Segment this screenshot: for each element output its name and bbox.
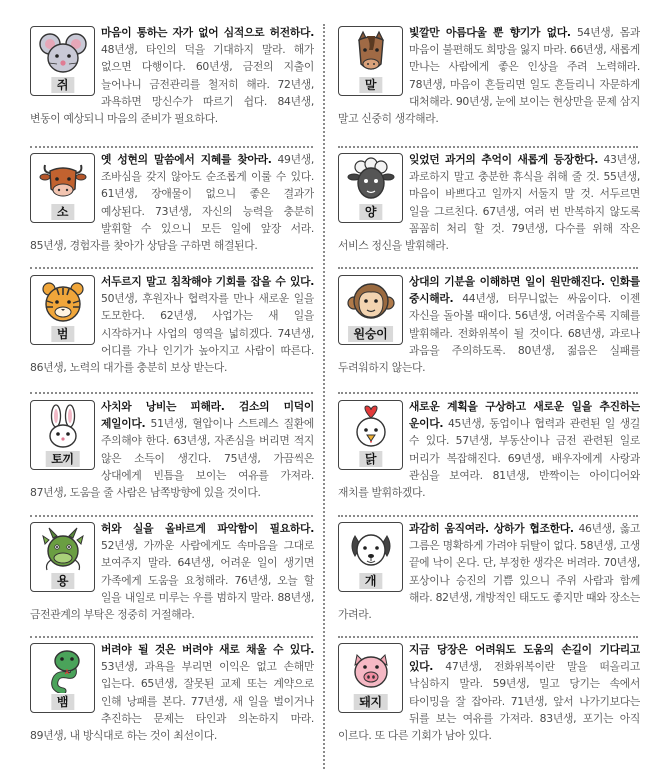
fortune-body: 48년생, 타인의 덕을 기대하지 말라. 해가 없으면 다행이다. 60년생, 금전의 지출이 늘어나니 금전관리를 철저히 해라. 72년생, 과욕하면 망신수가 따르기 쉽다. 84년생, 변동이 예상되니 마음의 준비가 필요하다. [30,43,314,126]
dog-icon [345,526,397,572]
fortune-entry-horse [338,24,640,140]
fortune-headline: 버려야 될 것은 버려야 새로 채울 수 있다. [101,643,314,656]
fortune-entry-snake [30,641,314,761]
horse-icon [345,30,397,76]
sheep-icon [345,157,397,203]
zodiac-snake-card [30,643,95,713]
zodiac-label: 양 [359,204,382,220]
zodiac-dog-card [338,522,403,592]
fortune-entry-rooster [338,398,640,510]
fortune-body: 50년생, 후원자나 협력자를 만나 새로운 일을 도모한다. 62년생, 사업가는 새 일을 시작하거나 사업의 영역을 넓히겠다. 74년생, 어디를 가나 인기가 높아지고 사람이 따른다. 86년생, 노력의 대가를 충분히 보상 받는다. [30,292,314,375]
monkey-icon [345,279,397,325]
zodiac-rat-card [30,26,95,96]
fortune-entry-monkey [338,273,640,387]
fortune-entry-dog [338,520,640,632]
row-divider [338,392,638,394]
row-divider [30,392,313,394]
fortune-body: 45년생, 동업이나 협력과 관련된 일 생길 수 있다. 57년생, 부동산이나 금전 관련된 일로 머리가 복잡해진다. 69년생, 배우자에게 사랑과 관심을 보여라. 81년생, 반짝이는 아이디어와 재치를 발휘하겠다. [338,417,640,500]
zodiac-rooster-card [338,400,403,470]
fortune-headline: 허와 실을 올바르게 파악함이 필요하다. [101,522,314,535]
dragon-icon [37,526,89,572]
pig-icon [345,647,397,693]
fortune-body: 53년생, 과욕을 부리면 이익은 없고 손해만 입는다. 65년생, 잘못된 교제 또는 계약으로 인해 낭패를 본다. 77년생, 새 일을 벌이거나 추진하는 문제는 타인과 의논하지 마라. 89년생, 내 방식대로 하는 것이 최선이다. [30,660,314,743]
zodiac-horse-card [338,26,403,96]
row-divider [338,636,638,638]
fortune-entry-pig [338,641,640,761]
zodiac-label: 쥐 [51,77,74,93]
fortune-body: 49년생, 조바심을 갖지 않아도 순조롭게 이룰 수 있다. 61년생, 장애물이 없으니 좋은 결과가 예상된다. 73년생, 자신의 능력을 충분히 발휘할 수 있으니 모든 일에 앞장 서라. 85년생, 경험자를 찾아가 상담을 구하면 해결된다. [30,153,314,253]
fortune-headline: 지금 당장은 어려워도 도움의 손길이 기다리고 있다. [409,643,640,674]
zodiac-monkey-card [338,275,403,345]
zodiac-label: 토끼 [45,451,80,467]
rabbit-icon [37,404,89,450]
fortune-entry-rabbit [30,398,314,510]
row-divider [338,515,638,517]
tiger-icon [37,279,89,325]
zodiac-label: 닭 [359,451,382,467]
row-divider [338,146,638,148]
fortune-body: 54년생, 몸과 마음이 불편해도 희망을 잃지 마라. 66년생, 새롭게 만나는 사람에게 좋은 인상을 주려 노력해라. 78년생, 마음이 흔들리면 일도 흔들리니 자문하게 대처해라. 90년생, 눈에 보이는 현상만을 문제 삼지 말고 신중히 생각해라. [338,26,640,126]
zodiac-pig-card [338,643,403,713]
fortune-headline: 과감히 움직여라. 상하가 협조한다. [409,522,574,535]
fortune-body: 43년생, 과로하지 말고 충분한 휴식을 취해 줄 것. 55년생, 마음이 바쁘다고 일까지 서둘지 말 것. 서두르면 일을 그르친다. 67년생, 여러 번 반복하지 않도록 꼼꼼히 처리 할 것. 79년생, 다수를 위해 작은 서비스 정신을 발휘해라. [338,153,640,253]
zodiac-label: 원숭이 [348,326,394,342]
zodiac-label: 돼지 [353,694,388,710]
zodiac-label: 용 [51,573,74,589]
fortune-headline: 옛 성현의 말씀에서 지혜를 찾아라. [101,153,272,166]
fortune-headline: 새로운 계획을 구상하고 새로운 일을 추진하는 운이다. [409,400,640,431]
zodiac-dragon-card [30,522,95,592]
fortune-entry-dragon [30,520,314,632]
fortune-headline: 사치와 낭비는 피해라. 검소의 미덕이 제일이다. [101,400,314,431]
ox-icon [37,157,89,203]
fortune-body: 46년생, 옳고 그름은 명확하게 가려야 뒤탈이 없다. 58년생, 고생 끝에 낙이 온다. 단, 부정한 생각은 버려라. 70년생, 포상이나 승진의 기쁨 있으니 주위 사람과 함께 해라. 82년생, 개방적인 태도도 좋지만 때와 장소는 가려라. [338,522,640,622]
zodiac-ox-card [30,153,95,223]
rat-icon [37,30,89,76]
fortune-body: 44년생, 터무니없는 싸움이다. 이젠 자신을 돌아볼 때이다. 56년생, 어려울수록 지혜를 발휘해라. 전화위복이 될 것이다. 68년생, 과로나 과음을 주의하도록. 80년생, 젊음은 실패를 두려워하지 않는다. [338,292,640,375]
fortune-body: 52년생, 가까운 사람에게도 속마음을 그대로 보여주지 말라. 64년생, 어려운 일이 생기면 가족에게 도움을 요청해라. 76년생, 오늘 할 일을 내일로 미루는 우를 범하지 말라. 88년생, 금전관계의 부탁은 정중히 거절해라. [30,539,314,622]
fortune-headline: 서두르지 말고 침착해야 기회를 잡을 수 있다. [101,275,314,288]
row-divider [30,515,313,517]
zodiac-label: 범 [51,326,74,342]
fortune-entry-ox [30,151,314,263]
zodiac-label: 개 [359,573,382,589]
fortune-headline: 빛깔만 아름다울 뿐 향기가 없다. [409,26,571,39]
fortune-entry-tiger [30,273,314,387]
rooster-icon [345,404,397,450]
fortune-entry-sheep [338,151,640,263]
row-divider [30,636,313,638]
zodiac-sheep-card [338,153,403,223]
fortune-entry-rat [30,24,314,140]
snake-icon [37,647,89,693]
row-divider [30,146,313,148]
row-divider [338,267,638,269]
fortune-headline: 마음이 통하는 자가 없어 심적으로 허전하다. [101,26,314,39]
column-divider [323,24,325,769]
fortune-headline: 잊었던 과거의 추억이 새롭게 등장한다. [409,153,598,166]
fortune-body: 47년생, 전화위복이란 말을 떠올리고 낙심하지 말라. 59년생, 밀고 당기는 속에서 타이밍을 잘 잡아라. 71년생, 앞서 나가기보다는 뒤를 보는 여유를 가져라. 83년생, 포기는 아직 이르다. 또 다른 기회가 남아 있다. [338,660,640,743]
zodiac-label: 소 [51,204,74,220]
zodiac-label: 말 [359,77,382,93]
zodiac-label: 뱀 [51,694,74,710]
fortune-headline: 상대의 기분을 이해하면 일이 원만해진다. 인화를 중시해라. [409,275,640,306]
row-divider [30,267,313,269]
zodiac-tiger-card [30,275,95,345]
fortune-body: 51년생, 혈압이나 스트레스 질환에 주의해야 한다. 63년생, 자존심을 버리면 적지 않은 소득이 생긴다. 75년생, 가끔씩은 상대에게 빈틈을 보이는 여유를 가져라. 87년생, 도움을 줄 사람은 남쪽방향에 있을 것이다. [30,417,314,500]
zodiac-rabbit-card [30,400,95,470]
